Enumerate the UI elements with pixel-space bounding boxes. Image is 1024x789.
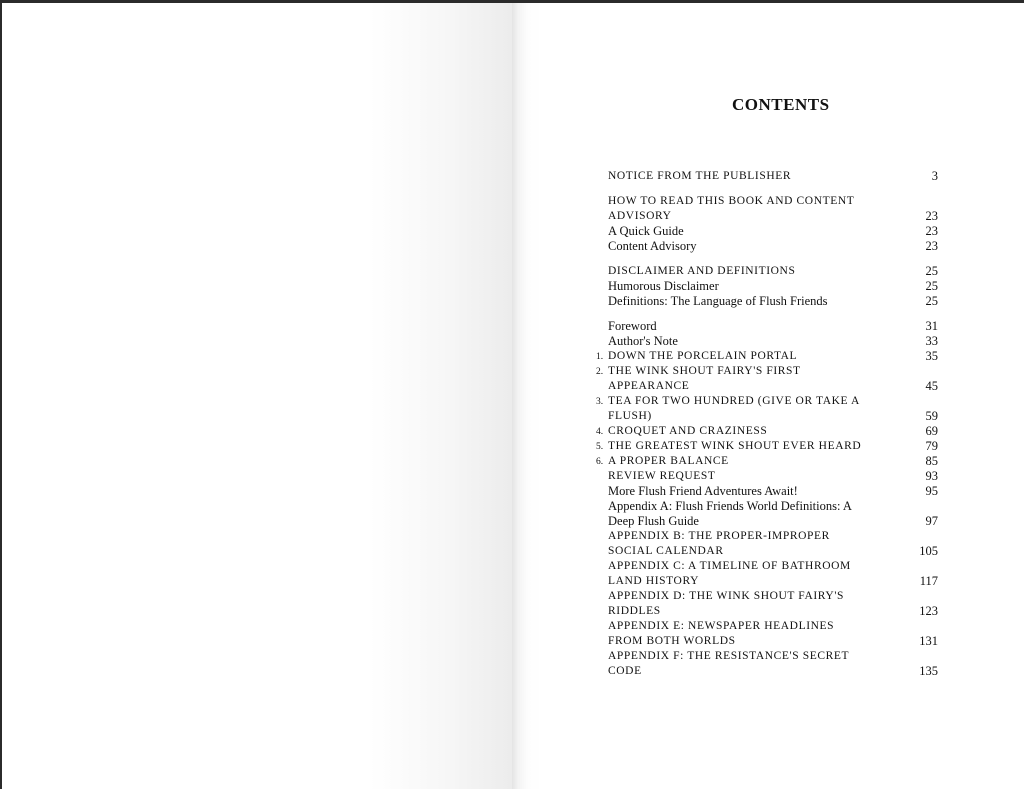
- toc-entry-page: 69: [925, 424, 938, 438]
- toc-entry-label: A PROPER BALANCE: [608, 455, 729, 467]
- toc-entry-page: 123: [919, 604, 938, 618]
- toc-entry[interactable]: [596, 424, 938, 439]
- toc-entry-page: 25: [925, 294, 938, 308]
- toc-entry-number: 2.: [596, 367, 604, 377]
- toc-entry[interactable]: [596, 349, 938, 364]
- toc-entry[interactable]: [608, 529, 938, 559]
- toc-entry-page: 85: [925, 454, 938, 468]
- toc-section-gap: [608, 309, 938, 319]
- toc-entry[interactable]: [608, 279, 938, 294]
- toc-entry[interactable]: [608, 484, 938, 499]
- toc-entry-page: 93: [925, 469, 938, 483]
- toc-entry-label: APPENDIX F: THE RESISTANCE'S SECRET CODE: [608, 650, 849, 677]
- toc-entry-page: 105: [919, 544, 938, 558]
- toc-entry-label: Author's Note: [608, 334, 678, 348]
- toc-entry[interactable]: [608, 239, 938, 254]
- toc-entry-label: THE WINK SHOUT FAIRY'S FIRST APPEARANCE: [608, 365, 801, 392]
- toc-entry-label: A Quick Guide: [608, 224, 684, 238]
- toc-entry-label: Humorous Disclaimer: [608, 279, 719, 293]
- toc-entry[interactable]: [608, 499, 938, 529]
- toc-entry-label: NOTICE FROM THE PUBLISHER: [608, 170, 792, 182]
- toc-entry[interactable]: [608, 319, 938, 334]
- toc-entry-label: Definitions: The Language of Flush Friends: [608, 294, 828, 308]
- toc-entry[interactable]: [608, 559, 938, 589]
- toc-entry[interactable]: [596, 454, 938, 469]
- toc-entry-page: 131: [919, 634, 938, 648]
- book-spread: [2, 3, 1024, 789]
- toc-entry[interactable]: [608, 334, 938, 349]
- toc-entry-number: 6.: [596, 457, 604, 467]
- toc-entry[interactable]: [608, 194, 938, 224]
- toc-entry-number: 4.: [596, 427, 604, 437]
- toc-entry-label: REVIEW REQUEST: [608, 470, 716, 482]
- toc-entry-label: HOW TO READ THIS BOOK AND CONTENT ADVISORY: [608, 195, 855, 222]
- toc-entry-label: Content Advisory: [608, 239, 697, 253]
- right-page: [512, 3, 1024, 789]
- toc-entry[interactable]: [608, 169, 938, 184]
- toc-entry-page: 97: [925, 514, 938, 528]
- toc-entry-label: More Flush Friend Adventures Await!: [608, 484, 798, 498]
- toc-list: [596, 169, 938, 679]
- toc-section-gap: [608, 254, 938, 264]
- toc-entry[interactable]: [608, 589, 938, 619]
- toc-entry-page: 135: [919, 664, 938, 678]
- toc-entry-label: Appendix A: Flush Friends World Definitions: A Deep Flush Guide: [608, 499, 852, 528]
- toc-entry[interactable]: [608, 264, 938, 279]
- toc-entry-label: DISCLAIMER AND DEFINITIONS: [608, 265, 796, 277]
- toc-entry[interactable]: [596, 394, 938, 424]
- toc-entry-label: CROQUET AND CRAZINESS: [608, 425, 768, 437]
- toc-section-gap: [608, 184, 938, 194]
- toc-entry-page: 23: [925, 239, 938, 253]
- toc-entry-number: 1.: [596, 352, 604, 362]
- toc-entry[interactable]: [608, 649, 938, 679]
- toc-entry-label: THE GREATEST WINK SHOUT EVER HEARD: [608, 440, 862, 452]
- toc-entry-page: 23: [925, 209, 938, 223]
- toc-entry[interactable]: [608, 469, 938, 484]
- toc-entry[interactable]: [608, 294, 938, 309]
- toc-entry-page: 33: [925, 334, 938, 348]
- toc-entry-label: APPENDIX D: THE WINK SHOUT FAIRY'S RIDDLES: [608, 590, 844, 617]
- toc-entry-label: APPENDIX B: THE PROPER-IMPROPER SOCIAL CALENDAR: [608, 530, 830, 557]
- toc-entry-page: 59: [925, 409, 938, 423]
- toc-entry[interactable]: [596, 439, 938, 454]
- toc-entry-label: DOWN THE PORCELAIN PORTAL: [608, 350, 798, 362]
- toc-entry-page: 79: [925, 439, 938, 453]
- toc-entry-page: 25: [925, 264, 938, 278]
- toc-entry-page: 95: [925, 484, 938, 498]
- left-page: [2, 3, 512, 789]
- toc-entry-page: 25: [925, 279, 938, 293]
- toc-entry[interactable]: [608, 619, 938, 649]
- toc-entry-page: 23: [925, 224, 938, 238]
- toc-entry-number: 5.: [596, 442, 604, 452]
- toc-entry-page: 3: [931, 169, 938, 183]
- toc-entry-number: 3.: [596, 397, 604, 407]
- toc-entry-page: 31: [925, 319, 938, 333]
- toc-entry-page: 35: [925, 349, 938, 363]
- contents-title: CONTENTS: [732, 95, 830, 114]
- toc-entry-label: APPENDIX C: A TIMELINE OF BATHROOM LAND HISTORY: [608, 560, 851, 587]
- toc-entry[interactable]: [608, 224, 938, 239]
- toc-entry-label: APPENDIX E: NEWSPAPER HEADLINES FROM BOTH WORLDS: [608, 620, 835, 647]
- toc-entry-page: 45: [925, 379, 938, 393]
- toc-entry[interactable]: [596, 364, 938, 394]
- toc-entry-label: TEA FOR TWO HUNDRED (GIVE OR TAKE A FLUSH): [608, 395, 860, 422]
- toc-entry-page: 117: [919, 574, 938, 588]
- toc-entry-label: Foreword: [608, 319, 657, 333]
